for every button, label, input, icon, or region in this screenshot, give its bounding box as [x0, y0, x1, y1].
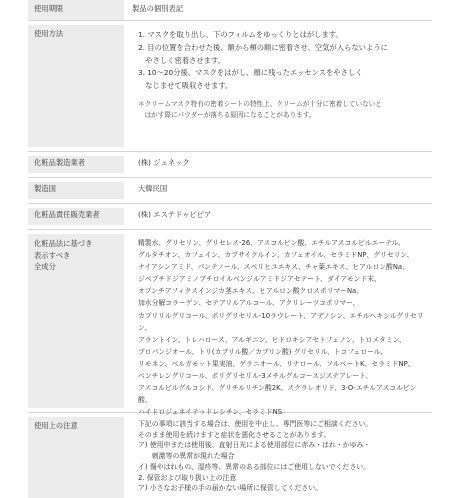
ingredient-line: プロパンジオール、トリ(カプリル酸／カプリン酸) グリセリル、トコフェロール、 [138, 347, 387, 356]
caution-line: ア) 小さなお子様の手の届かない場所に保管してください。 [138, 484, 323, 493]
usage-note-line: ＊クリームマスク特有の密着シートの特性上、クリームが十分に密着していないと [138, 99, 382, 108]
manufacturer-label: 化粧品製造業者 [28, 156, 124, 173]
caution-row [28, 417, 432, 498]
usage-row [28, 25, 432, 147]
caution-label: 使用上の注意 [28, 417, 124, 498]
ingredients-label-line: 表示すべき [34, 250, 71, 260]
usage-step: やさしく密着させます。 [138, 55, 225, 65]
ingredient-line: リモネン、ベルガモット果実油、ゲラニオール、リナロール、ソルベートK、セラミドNP、 [138, 359, 415, 368]
usage-step: 3. 10～20分後、マスクをはがし、顔に残ったエッセンスをやさしく [138, 68, 363, 78]
ingredients-value [124, 234, 432, 417]
ingredient-line: ハイドロジェネイテッドレシチン、セラミドNS [138, 408, 283, 417]
ingredient-line: 精製水、グリセリン、グリセレス-26、アスコルビン酸、エチルアスコルビルエーテル、 [138, 239, 405, 247]
ingredient-line: オプンチアフィクスインジカ茎エキス、ヒアルロン酸クロスポリマーNa、 [138, 287, 364, 296]
ingredient-line: カプリリルグリコール、ポリグリセリル-10ラウレート、アデノシン、エチルヘキシルグリセリン、 [138, 311, 424, 332]
ingredients-row [28, 234, 432, 417]
manufacturer-value: (株) ジェネック [138, 158, 190, 167]
seller-label: 化粧品責任販売業者 [28, 208, 124, 225]
ingredients-label-line: 化粧品法に基づき [34, 239, 93, 248]
seller-row [28, 208, 432, 225]
caution-line: 下記の事項に該当する場合は、使用を中止し、専門医等にご相談ください。 [138, 420, 373, 428]
ingredient-line: グルタチオン、カフェイン、カプサイクルイン、カフェオイル、セラミドNP、グリセリン、 [138, 251, 414, 260]
caution-line: そのまま使用を続けますと症状を悪化させることがあります。 [138, 430, 331, 439]
caution-line: 刺激等の異常が現れた場合 [138, 452, 235, 461]
usage-step: 1. マスクを取り出し、下のフィルムをゆっくりとはがします。 [138, 30, 343, 39]
ingredient-line: アスコルビルグルコシド、グリチルリチン酸2K、スクラレオリド、3-O-エチルアスコルビン酸、 [138, 384, 417, 405]
product-info-table [28, 0, 432, 493]
seller-value: (株) エステドゥビピア [138, 210, 212, 219]
ingredients-label [28, 234, 124, 408]
caution-line: ア) 使用中または使用後、直射日光による使用部位に赤み・はれ・かゆみ・ [138, 441, 371, 450]
ingredient-line: ナイアシンアミド、パンテノール、スペリヒユエキス、チャ葉エキス、ヒアルロン酸Na、 [138, 263, 409, 272]
expiry-row [28, 0, 432, 20]
usage-label: 使用方法 [28, 25, 124, 147]
ingredient-line: アラントイン、トレハロース、アルギニン、ヒドロキシアセトフェノン、トロメタミン、 [138, 335, 406, 344]
origin-value: 大韓民国 [138, 184, 168, 193]
ingredient-line: ジペプチドジアミノブチロイルベンジルアミドジアセテート、ダイアモンド末、 [138, 275, 381, 284]
ingredient-line: 加水分解コラーゲン、セテアリルアルコール、アクリレーツコポリマー、 [138, 299, 360, 308]
usage-value [124, 25, 432, 147]
manufacturer-row [28, 156, 432, 173]
caution-line: 2. 保管および取り扱い上の注意 [138, 473, 237, 482]
expiry-value: 製品の個別表記 [132, 4, 184, 13]
usage-note [138, 99, 424, 122]
ingredient-line: ベンチレングリコール、ポリグリセリル-3メチルグルコースジステアレート、 [138, 372, 373, 381]
usage-step: なじませて吸収させます。 [138, 81, 233, 91]
origin-label: 製造国 [28, 182, 124, 199]
origin-row [28, 182, 432, 199]
caution-value [124, 417, 432, 498]
usage-step: 2. 目の位置を合わせた後、額から頬の順に密着させ、空気が入らないように [138, 42, 388, 52]
usage-note-line: はがす際にパウダーが落ちる原因になることがあります。 [138, 111, 316, 120]
expiry-label: 使用期限 [28, 0, 124, 20]
caution-line: イ) 傷やはれもの、湿疹等、異常のある部位にはご使用しないでください。 [138, 462, 370, 471]
ingredients-label-line: 全成分 [34, 262, 56, 272]
